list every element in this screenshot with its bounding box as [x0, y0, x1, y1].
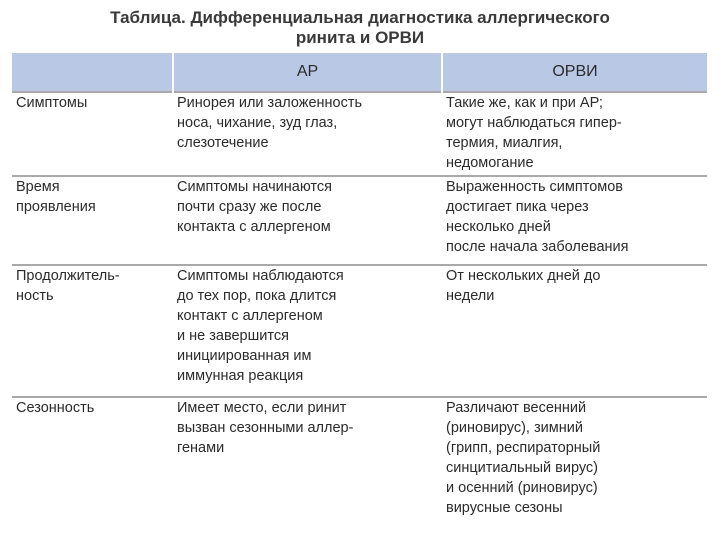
cell-text-line: Симптомы	[16, 95, 88, 111]
row-label-cell	[12, 397, 173, 523]
orvi-cell	[442, 92, 707, 176]
ar-cell	[173, 176, 442, 265]
table-title-line-1: Таблица. Дифференциальная диагностика аллергического	[110, 8, 610, 27]
cell-text-line: недели	[446, 288, 495, 304]
orvi-cell	[442, 265, 707, 397]
cell-text-line: Симптомы начинаются	[177, 179, 332, 195]
cell-text-line: Продолжитель-	[16, 268, 120, 284]
cell-text-line: Симптомы наблюдаются	[177, 268, 344, 284]
orvi-cell	[442, 176, 707, 265]
table-title	[0, 8, 720, 48]
cell-text-line: Такие же, как и при АР;	[446, 95, 603, 111]
cell-text-line: и осенний (риновирус)	[446, 480, 598, 496]
cell-text-line: носа, чихание, зуд глаз,	[177, 115, 338, 131]
row-label-cell	[12, 265, 173, 397]
table-row	[12, 265, 707, 397]
cell-text-line: инициированная им	[177, 348, 312, 364]
cell-text-line: недомогание	[446, 155, 534, 171]
cell-text-line: Время	[16, 179, 60, 195]
row-label-cell	[12, 92, 173, 176]
cell-text-line: синцитиальный вирус)	[446, 460, 599, 476]
cell-text-line: Различают весенний	[446, 400, 587, 416]
cell-text-line: и не завершится	[177, 328, 289, 344]
cell-text-line: несколько дней	[446, 219, 551, 235]
cell-text-line: Имеет место, если ринит	[177, 400, 347, 416]
ar-cell	[173, 265, 442, 397]
ar-cell	[173, 92, 442, 176]
row-label-cell	[12, 176, 173, 265]
cell-text-line: От нескольких дней до	[446, 268, 601, 284]
cell-text-line: ность	[16, 288, 54, 304]
cell-text-line: слезотечение	[177, 135, 269, 151]
cell-text-line: до тех пор, пока длится	[177, 288, 337, 304]
cell-text-line: вирусные сезоны	[446, 500, 563, 516]
cell-text-line: могут наблюдаться гипер-	[446, 115, 622, 131]
cell-text-line: контакта с аллергеном	[177, 219, 331, 235]
cell-text-line: контакт с аллергеном	[177, 308, 323, 324]
table-row	[12, 92, 707, 176]
header-cell-orvi: ОРВИ	[442, 53, 707, 92]
table-row	[12, 397, 707, 523]
cell-text-line: (риновирус), зимний	[446, 420, 583, 436]
orvi-cell	[442, 397, 707, 523]
cell-text-line: (грипп, респираторный	[446, 440, 601, 456]
comparison-table	[12, 53, 707, 523]
cell-text-line: иммунная реакция	[177, 368, 304, 384]
cell-text-line: Выраженность симптомов	[446, 179, 623, 195]
cell-text-line: Ринорея или заложенность	[177, 95, 363, 111]
cell-text-line: вызван сезонными аллер-	[177, 420, 354, 436]
comparison-table-container	[12, 53, 707, 523]
table-body	[12, 92, 707, 523]
cell-text-line: термия, миалгия,	[446, 135, 563, 151]
header-row	[12, 53, 707, 92]
header-cell-criterion	[12, 53, 173, 92]
table-title-line-2: ринита и ОРВИ	[295, 28, 425, 47]
cell-text-line: достигает пика через	[446, 199, 589, 215]
header-cell-ar: АР	[173, 53, 442, 92]
table-header	[12, 53, 707, 92]
cell-text-line: генами	[177, 440, 225, 456]
cell-text-line: после начала заболевания	[446, 239, 629, 255]
table-row	[12, 176, 707, 265]
cell-text-line: Сезонность	[16, 400, 95, 416]
ar-cell	[173, 397, 442, 523]
cell-text-line: проявления	[16, 199, 96, 215]
cell-text-line: почти сразу же после	[177, 199, 322, 215]
